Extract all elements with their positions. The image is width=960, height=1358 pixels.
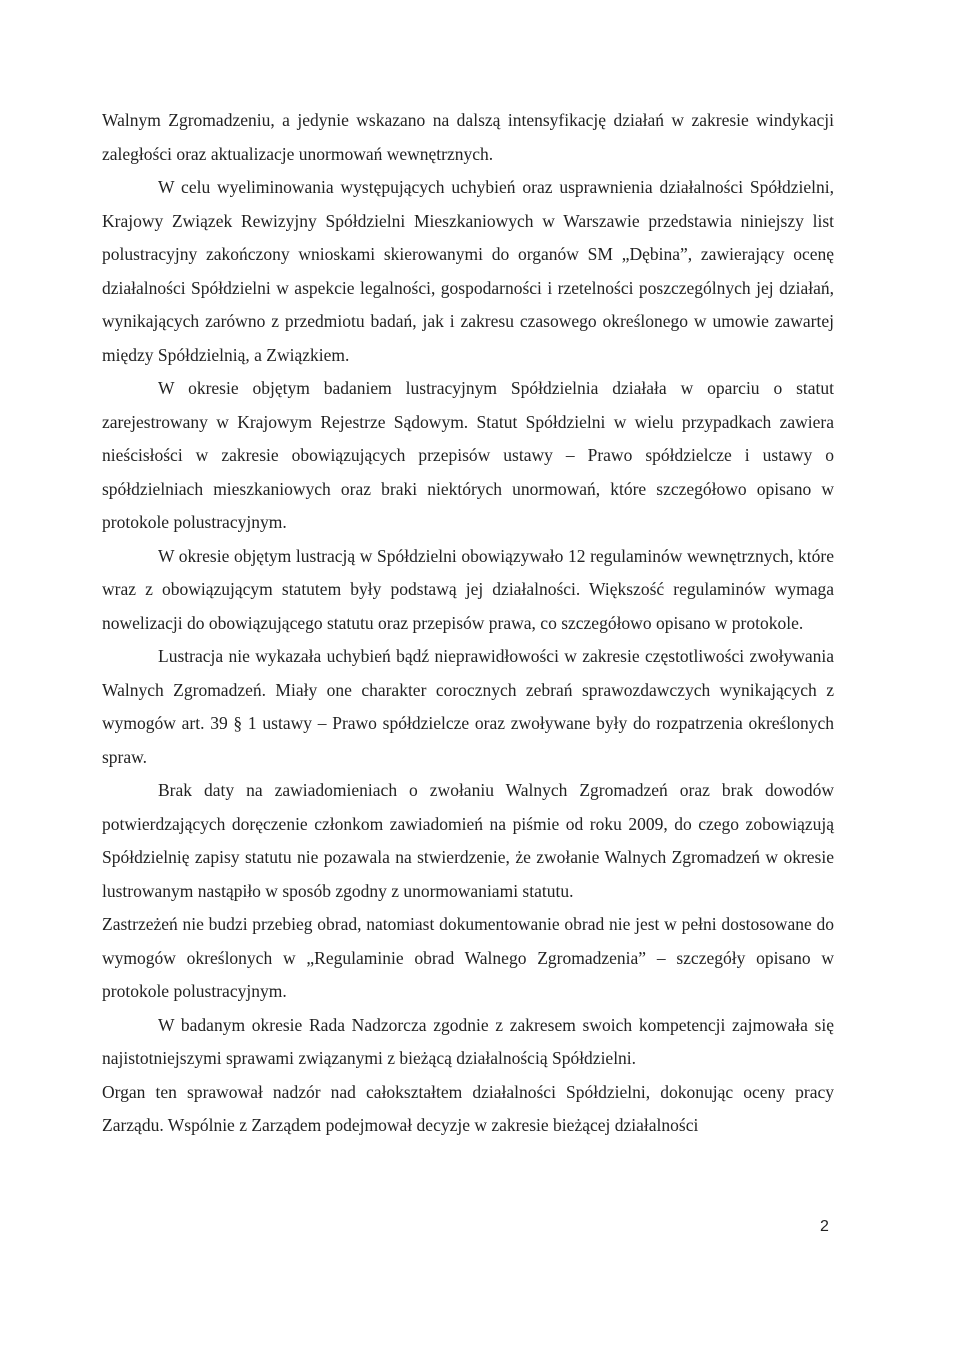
paragraph-6: Brak daty na zawiadomieniach o zwołaniu Walnych Zgromadzeń oraz brak dowodów potwierdzających doręczenie członkom zawiadomień na piśmie od roku 2009, do czego zobowiązują Spółdzielnię zapisy statutu nie pozawala na stwierdzenie, że zwołanie Walnych Zgromadzeń w okresie lustrowanym nastąpiło w sposób zgodny z unormowaniami statutu. <box>102 780 834 901</box>
paragraph-7: Zastrzeżeń nie budzi przebieg obrad, natomiast dokumentowanie obrad nie jest w pełni dostosowane do wymogów określonych w „Regulaminie obrad Walnego Zgromadzenia” – szczegóły opisano w protokole polustracyjnym. <box>102 914 834 1001</box>
paragraph-5: Lustracja nie wykazała uchybień bądź nieprawidłowości w zakresie częstotliwości zwoływania Walnych Zgromadzeń. Miały one charakter corocznych zebrań sprawozdawczych wynikających z wymogów art. 39 § 1 ustawy – Prawo spółdzielcze oraz zwoływane były do rozpatrzenia określonych spraw. <box>102 646 834 767</box>
paragraph-9: Organ ten sprawował nadzór nad całokształtem działalności Spółdzielni, dokonując oceny pracy Zarządu. Wspólnie z Zarządem podejmował decyzje w zakresie bieżącej działalności <box>102 1081 834 1135</box>
paragraph-2: W celu wyeliminowania występujących uchybień oraz usprawnienia działalności Spółdzielni, Krajowy Związek Rewizyjny Spółdzielni Mieszkaniowych w Warszawie przedstawia niniejszy list polustracyjny zakończony wnioskami skierowanymi do organów SM „Dębina”, zawierający ocenę działalności Spółdzielni w aspekcie legalności, gospodarności i rzetelności poszczególnych jej działań, wynikających zarówno z przedmiotu badań, jak i zakresu czasowego określonego w umowie zawartej między Spółdzielnią, a Związkiem. <box>102 177 834 365</box>
paragraph-4: W okresie objętym lustracją w Spółdzielni obowiązywało 12 regulaminów wewnętrznych, które wraz z obowiązującym statutem były podstawą jej działalności. Większość regulaminów wymaga nowelizacji do obowiązującego statutu oraz przepisów prawa, co szczegółowo opisano w protokole. <box>102 545 834 633</box>
paragraph-1: Walnym Zgromadzeniu, a jedynie wskazano na dalszą intensyfikację działań w zakresie windykacji zaległości oraz aktualizacje unormowań wewnętrznych. <box>102 110 834 164</box>
paragraph-8: W badanym okresie Rada Nadzorcza zgodnie z zakresem swoich kompetencji zajmowała się najistotniejszymi sprawami związanymi z bieżącą działalnością Spółdzielni. <box>102 1014 834 1068</box>
paragraph-3: W okresie objętym badaniem lustracyjnym Spółdzielnia działała w oparciu o statut zarejestrowany w Krajowym Rejestrze Sądowym. Statut Spółdzielni w wielu przypadkach zawiera nieścisłości w zakresie obowiązujących przepisów ustawy – Prawo spółdzielcze i ustawy o spółdzielniach mieszkaniowych oraz braki niektórych unormowań, które szczegółowo opisano w protokole polustracyjnym. <box>102 378 834 532</box>
page-number: 2 <box>820 1218 829 1235</box>
document-body <box>102 104 834 1143</box>
